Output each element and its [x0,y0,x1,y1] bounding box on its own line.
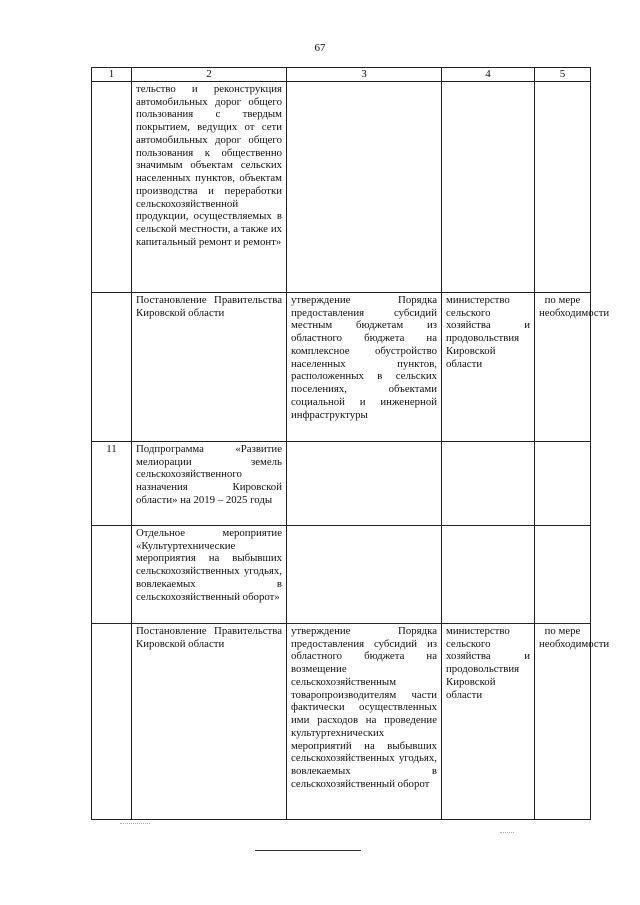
table-header-row [92,68,591,82]
measure-name-cell: Отдельное мероприятие «Культуртехнические мероприятия на выбывших сельскохозяйственных угодьях, вовлекаемых в сельскохозяйственный оборот» [132,525,287,623]
responsible-cell [442,441,535,525]
table-row [92,81,591,292]
measure-name-cell: тельство и реконструкция автомобильных дорог общего пользования с твердым покрытием, ведущих от сети автомобильных дорог общего пользования к общественно значимым объектам сельских населенных пунктов, объектам производства и переработки сельскохозяйственной продукции, осуществляемых в сельской местности, а также их капитальный ремонт и ремонт» [132,81,287,292]
deadline-cell: по мере необходимости [535,623,591,819]
measure-content-cell: утверждение Порядка предоставления субсидий местным бюджетам из областного бюджета на комплексное обустройство населенных пунктов, расположенных в сельских поселениях, объектами социальной и инженерной инфраструктуры [287,292,442,441]
header-cell-1: 1 [92,68,132,82]
measure-name-cell: Постановление Правительства Кировской области [132,292,287,441]
scan-artifact [120,823,150,824]
row-number-cell: 11 [92,441,132,525]
responsible-cell: министерство сельского хозяйства и продовольствия Кировской области [442,623,535,819]
measure-content-cell: утверждение Порядка предоставления субсидий из областного бюджета на возмещение сельскохозяйственным товаропроизводителям части фактически осуществленных ими расходов на проведение культуртехнических мероприятий на выбывших сельскохозяйственных угодьях, вовлекаемых в сельскохозяйственный оборот [287,623,442,819]
header-cell-3: 3 [287,68,442,82]
deadline-cell: по мере необходимости [535,292,591,441]
row-number-cell [92,525,132,623]
responsible-cell [442,81,535,292]
table-row [92,441,591,525]
table-row [92,623,591,819]
page-number: 67 [314,42,326,54]
measure-name-cell: Подпрограмма «Развитие мелиорации земель сельскохозяйственного назначения Кировской области» на 2019 – 2025 годы [132,441,287,525]
header-cell-5: 5 [535,68,591,82]
measure-name-cell: Постановление Правительства Кировской области [132,623,287,819]
responsible-cell [442,525,535,623]
row-number-cell [92,81,132,292]
scan-artifact [500,832,514,833]
deadline-cell [535,81,591,292]
measures-table [91,67,610,820]
row-number-cell [92,292,132,441]
deadline-cell [535,441,591,525]
responsible-cell: министерство сельского хозяйства и продовольствия Кировской области [442,292,535,441]
header-cell-4: 4 [442,68,535,82]
measure-content-cell [287,525,442,623]
row-number-cell [92,623,132,819]
end-rule-divider [255,850,361,851]
table-row [92,525,591,623]
measure-content-cell [287,441,442,525]
table-row [92,292,591,441]
measure-content-cell [287,81,442,292]
deadline-cell [535,525,591,623]
header-cell-2: 2 [132,68,287,82]
